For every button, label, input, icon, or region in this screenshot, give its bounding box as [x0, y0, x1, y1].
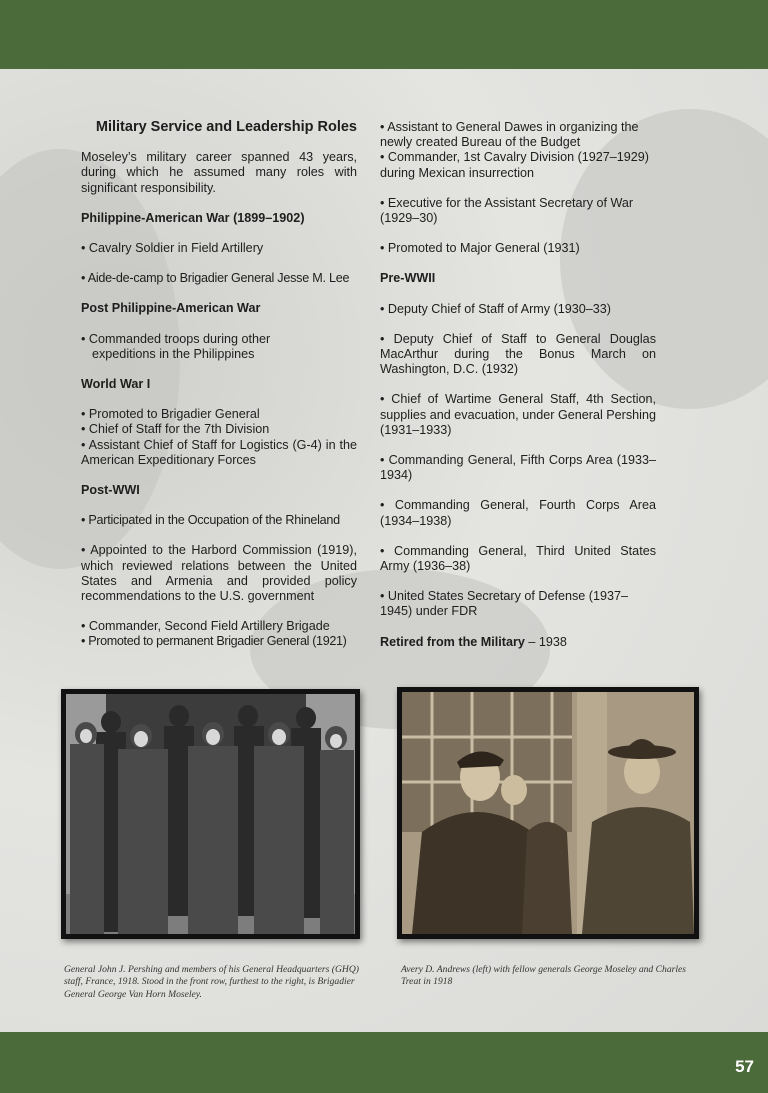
- list-item: • Commanding General, Fifth Corps Area (1933–1934): [380, 453, 656, 483]
- list-item: • Chief of Wartime General Staff, 4th Section, supplies and evacuation, under General Pershing (1931–1933): [380, 392, 656, 437]
- photo-andrews-generals: [397, 687, 699, 939]
- post-wwi-heading: Post-WWI: [81, 483, 140, 498]
- list-item: • Commander, 1st Cavalry Division (1927–1929) during Mexican insurrection: [380, 150, 650, 180]
- list-item: • Participated in the Occupation of the Rhineland: [81, 513, 340, 528]
- list-item: • Assistant to General Dawes in organizing the newly created Bureau of the Budget: [380, 120, 639, 150]
- list-item: • Cavalry Soldier in Field Artillery: [81, 241, 264, 256]
- list-item: • Appointed to the Harbord Commission (1919), which reviewed relations between the United States and Armenia and provided policy recommendations to the U.S. government: [81, 543, 357, 604]
- left-column: [81, 120, 357, 650]
- page-number: 57: [735, 1057, 754, 1076]
- ww1-heading: World War I: [81, 377, 151, 392]
- photo-pershing-staff: [61, 689, 360, 939]
- list-item: • Deputy Chief of Staff to General Douglas MacArthur during the Bonus March on Washington, D.C. (1932): [380, 331, 656, 377]
- list-item: • Chief of Staff for the 7th Division: [81, 422, 270, 437]
- retired-line: [380, 635, 656, 650]
- photo-pershing-staff-image: [66, 694, 355, 934]
- list-item: • United States Secretary of Defense (1937–1945) under FDR: [380, 589, 629, 619]
- retired-label: Retired from the Military: [380, 634, 525, 649]
- top-banner: [0, 0, 768, 69]
- list-item: • Aide-de-camp to Brigadier General Jesse M. Lee: [81, 271, 350, 286]
- phil-war-heading: Philippine-American War (1899–1902): [81, 210, 305, 225]
- list-item: • Commanding General, Fourth Corps Area (1934–1938): [380, 498, 656, 528]
- list-item: • Commanded troops during other expeditions in the Philippines: [81, 331, 271, 361]
- list-item: • Deputy Chief of Staff of Army (1930–33): [380, 301, 611, 316]
- list-item: • Promoted to Brigadier General: [81, 407, 260, 422]
- caption-left: General John J. Pershing and members of his General Headquarters (GHQ) staff, France, 1918. Stood in the front row, furthest to the right, is Brigadier General George Van Horn Moseley.: [64, 963, 359, 1000]
- list-item: • Executive for the Assistant Secretary of War (1929–30): [380, 195, 634, 226]
- list-item: • Assistant Chief of Staff for Logistics (G-4) in the American Expeditionary Forces: [81, 437, 357, 467]
- right-column: [380, 120, 656, 650]
- photo-andrews-generals-image: [402, 692, 694, 934]
- pre-wwii-heading: Pre-WWII: [380, 271, 436, 286]
- post-phil-heading: Post Philippine-American War: [81, 301, 261, 316]
- list-item: • Commanding General, Third United States Army (1936–38): [380, 543, 656, 574]
- retired-year: – 1938: [524, 634, 567, 649]
- bottom-banner: [0, 1032, 768, 1093]
- section-heading: Military Service and Leadership Roles: [95, 119, 357, 135]
- caption-right: Avery D. Andrews (left) with fellow generals George Moseley and Charles Treat in 1918: [401, 963, 687, 988]
- intro-paragraph: Moseley’s military career spanned 43 years, during which he assumed many roles with significant responsibility.: [81, 150, 357, 195]
- list-item: • Commander, Second Field Artillery Brigade: [81, 619, 330, 634]
- list-item: • Promoted to Major General (1931): [380, 241, 580, 256]
- list-item: • Promoted to permanent Brigadier General (1921): [81, 634, 347, 649]
